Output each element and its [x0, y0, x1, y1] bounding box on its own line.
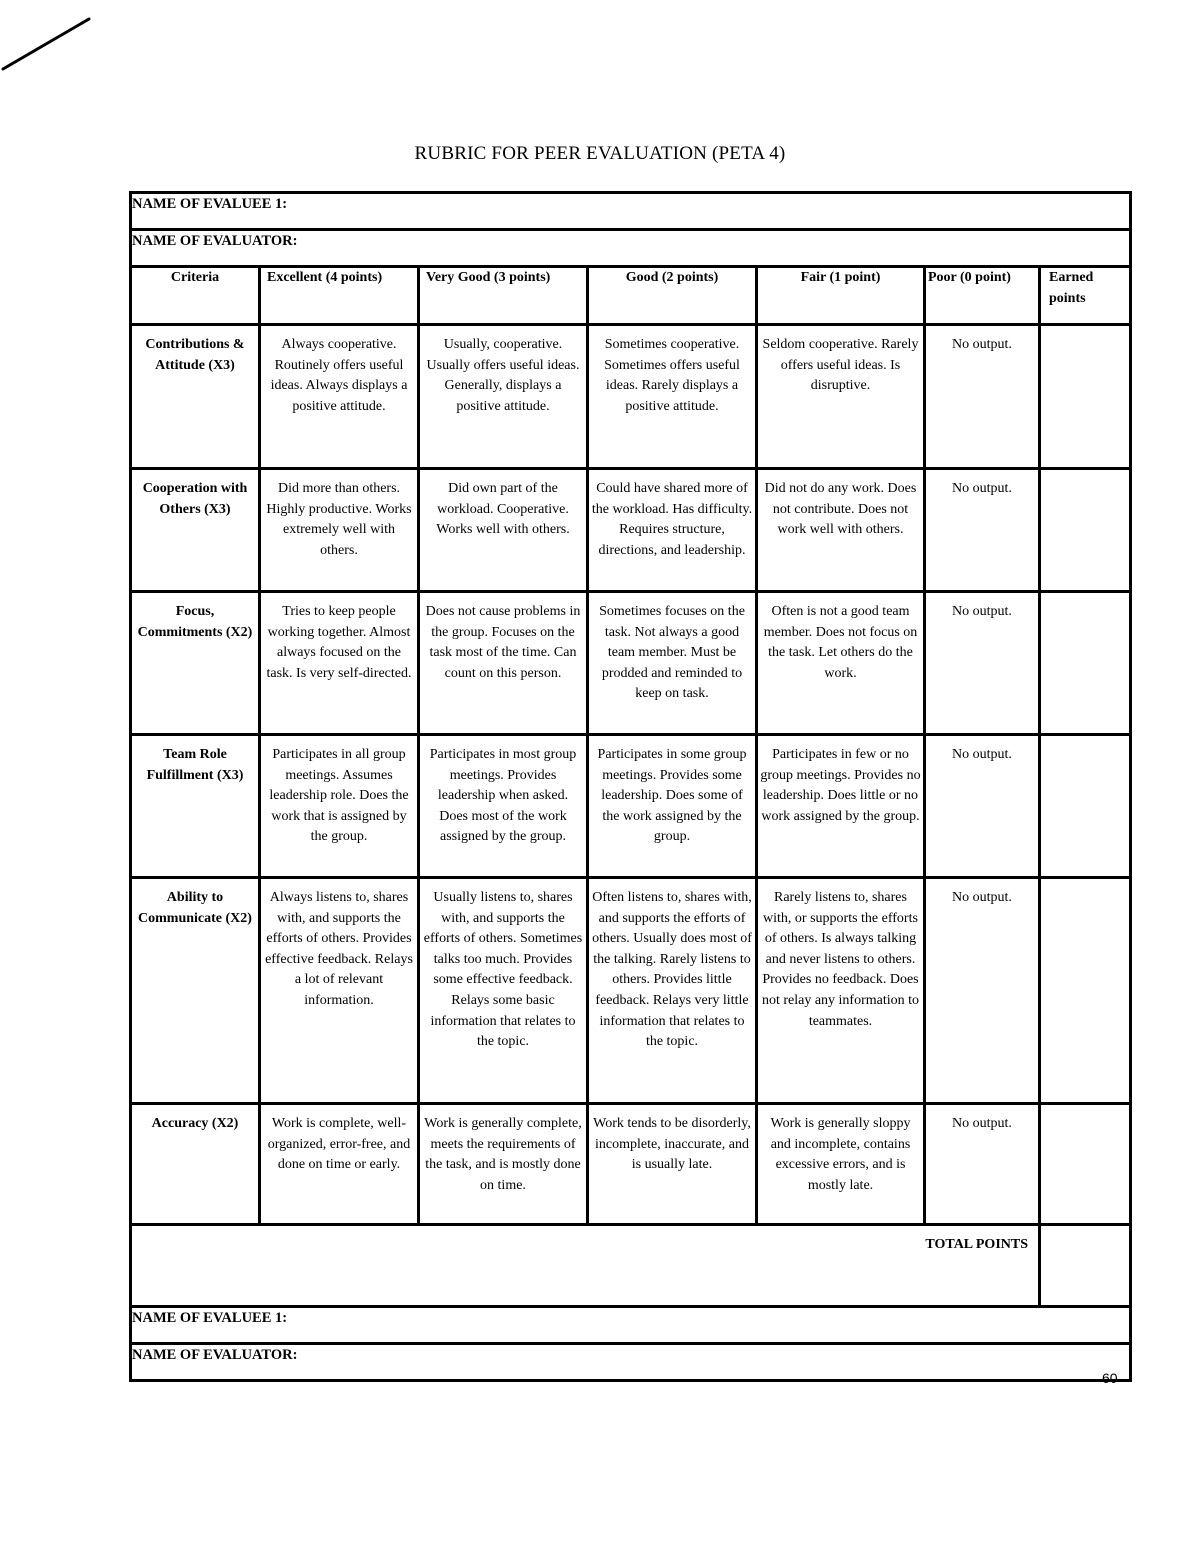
fair-descriptor: Did not do any work. Does not contribute. Does not work well with others.	[757, 469, 925, 592]
criterion-label: Focus, Commitments (X2)	[131, 592, 260, 735]
evaluator-row-top	[131, 230, 1131, 267]
criterion-label: Team Role Fulfillment (X3)	[131, 735, 260, 878]
criterion-row	[131, 592, 1131, 735]
document-title: RUBRIC FOR PEER EVALUATION (PETA 4)	[414, 143, 786, 164]
header-fair: Fair (1 point)	[757, 267, 925, 325]
very-good-descriptor: Participates in most group meetings. Provides leadership when asked. Does most of the work assigned by the group.	[419, 735, 588, 878]
earned-points-cell[interactable]	[1040, 735, 1131, 878]
rubric-table	[129, 191, 1132, 1382]
evaluee-field[interactable]	[131, 1307, 1131, 1344]
evaluee-row-bottom	[131, 1307, 1131, 1344]
header-criteria: Criteria	[131, 267, 260, 325]
total-row	[131, 1225, 1131, 1307]
poor-descriptor: No output.	[925, 469, 1040, 592]
header-poor: Poor (0 point)	[925, 267, 1040, 325]
very-good-descriptor: Usually, cooperative. Usually offers useful ideas. Generally, displays a positive attitude.	[419, 325, 588, 469]
very-good-descriptor: Did own part of the workload. Cooperative. Works well with others.	[419, 469, 588, 592]
fair-descriptor: Work is generally sloppy and incomplete, contains excessive errors, and is mostly late.	[757, 1104, 925, 1225]
earned-points-cell[interactable]	[1040, 325, 1131, 469]
poor-descriptor: No output.	[925, 325, 1040, 469]
criterion-row	[131, 735, 1131, 878]
excellent-descriptor: Always listens to, shares with, and supports the efforts of others. Provides effective feedback. Relays a lot of relevant information.	[260, 878, 419, 1104]
poor-descriptor: No output.	[925, 878, 1040, 1104]
criterion-label: Cooperation with Others (X3)	[131, 469, 260, 592]
good-descriptor: Participates in some group meetings. Provides some leadership. Does some of the work assigned by the group.	[588, 735, 757, 878]
good-descriptor: Could have shared more of the workload. Has difficulty. Requires structure, directions, and leadership.	[588, 469, 757, 592]
total-points-label: TOTAL POINTS	[131, 1225, 1040, 1307]
good-descriptor: Sometimes focuses on the task. Not always a good team member. Must be prodded and reminded to keep on task.	[588, 592, 757, 735]
criterion-row	[131, 878, 1131, 1104]
pen-stroke-mark	[0, 15, 95, 75]
page-number: 60	[1102, 1370, 1118, 1386]
criterion-row	[131, 1104, 1131, 1225]
excellent-descriptor: Always cooperative. Routinely offers useful ideas. Always displays a positive attitude.	[260, 325, 419, 469]
poor-descriptor: No output.	[925, 1104, 1040, 1225]
evaluee-row-top	[131, 193, 1131, 230]
header-earned: Earned points	[1040, 267, 1131, 325]
very-good-descriptor: Does not cause problems in the group. Focuses on the task most of the time. Can count on this person.	[419, 592, 588, 735]
excellent-descriptor: Tries to keep people working together. Almost always focused on the task. Is very self-directed.	[260, 592, 419, 735]
evaluator-field[interactable]	[131, 230, 1131, 267]
evaluator-label: NAME OF EVALUATOR:	[132, 1347, 298, 1363]
evaluee-label: NAME OF EVALUEE 1:	[132, 1310, 288, 1326]
evaluator-field[interactable]	[131, 1344, 1131, 1381]
header-excellent: Excellent (4 points)	[260, 267, 419, 325]
evaluee-label: NAME OF EVALUEE 1:	[132, 196, 288, 212]
fair-descriptor: Rarely listens to, shares with, or supports the efforts of others. Is always talking and never listens to others. Provides no feedback. Does not relay any information to teammates.	[757, 878, 925, 1104]
excellent-descriptor: Did more than others. Highly productive. Works extremely well with others.	[260, 469, 419, 592]
header-row	[131, 267, 1131, 325]
excellent-descriptor: Participates in all group meetings. Assumes leadership role. Does the work that is assigned by the group.	[260, 735, 419, 878]
evaluee-field[interactable]	[131, 193, 1131, 230]
total-points-cell[interactable]	[1040, 1225, 1131, 1307]
header-good: Good (2 points)	[588, 267, 757, 325]
good-descriptor: Sometimes cooperative. Sometimes offers useful ideas. Rarely displays a positive attitude.	[588, 325, 757, 469]
excellent-descriptor: Work is complete, well-organized, error-free, and done on time or early.	[260, 1104, 419, 1225]
good-descriptor: Often listens to, shares with, and supports the efforts of others. Usually does most of the talking. Rarely listens to others. Provides little feedback. Relays very little information that relates to the topic.	[588, 878, 757, 1104]
criterion-row	[131, 325, 1131, 469]
fair-descriptor: Seldom cooperative. Rarely offers useful ideas. Is disruptive.	[757, 325, 925, 469]
very-good-descriptor: Usually listens to, shares with, and supports the efforts of others. Sometimes talks too much. Provides some effective feedback. Relays some basic information that relates to the topic.	[419, 878, 588, 1104]
fair-descriptor: Participates in few or no group meetings. Provides no leadership. Does little or no work assigned by the group.	[757, 735, 925, 878]
criterion-label: Ability to Communicate (X2)	[131, 878, 260, 1104]
very-good-descriptor: Work is generally complete, meets the requirements of the task, and is mostly done on time.	[419, 1104, 588, 1225]
criterion-row	[131, 469, 1131, 592]
good-descriptor: Work tends to be disorderly, incomplete, inaccurate, and is usually late.	[588, 1104, 757, 1225]
fair-descriptor: Often is not a good team member. Does not focus on the task. Let others do the work.	[757, 592, 925, 735]
criterion-label: Accuracy (X2)	[131, 1104, 260, 1225]
poor-descriptor: No output.	[925, 592, 1040, 735]
poor-descriptor: No output.	[925, 735, 1040, 878]
evaluator-row-bottom	[131, 1344, 1131, 1381]
earned-points-cell[interactable]	[1040, 878, 1131, 1104]
criterion-label: Contributions & Attitude (X3)	[131, 325, 260, 469]
earned-points-cell[interactable]	[1040, 592, 1131, 735]
header-very-good: Very Good (3 points)	[419, 267, 588, 325]
earned-points-cell[interactable]	[1040, 469, 1131, 592]
evaluator-label: NAME OF EVALUATOR:	[132, 233, 298, 249]
earned-points-cell[interactable]	[1040, 1104, 1131, 1225]
